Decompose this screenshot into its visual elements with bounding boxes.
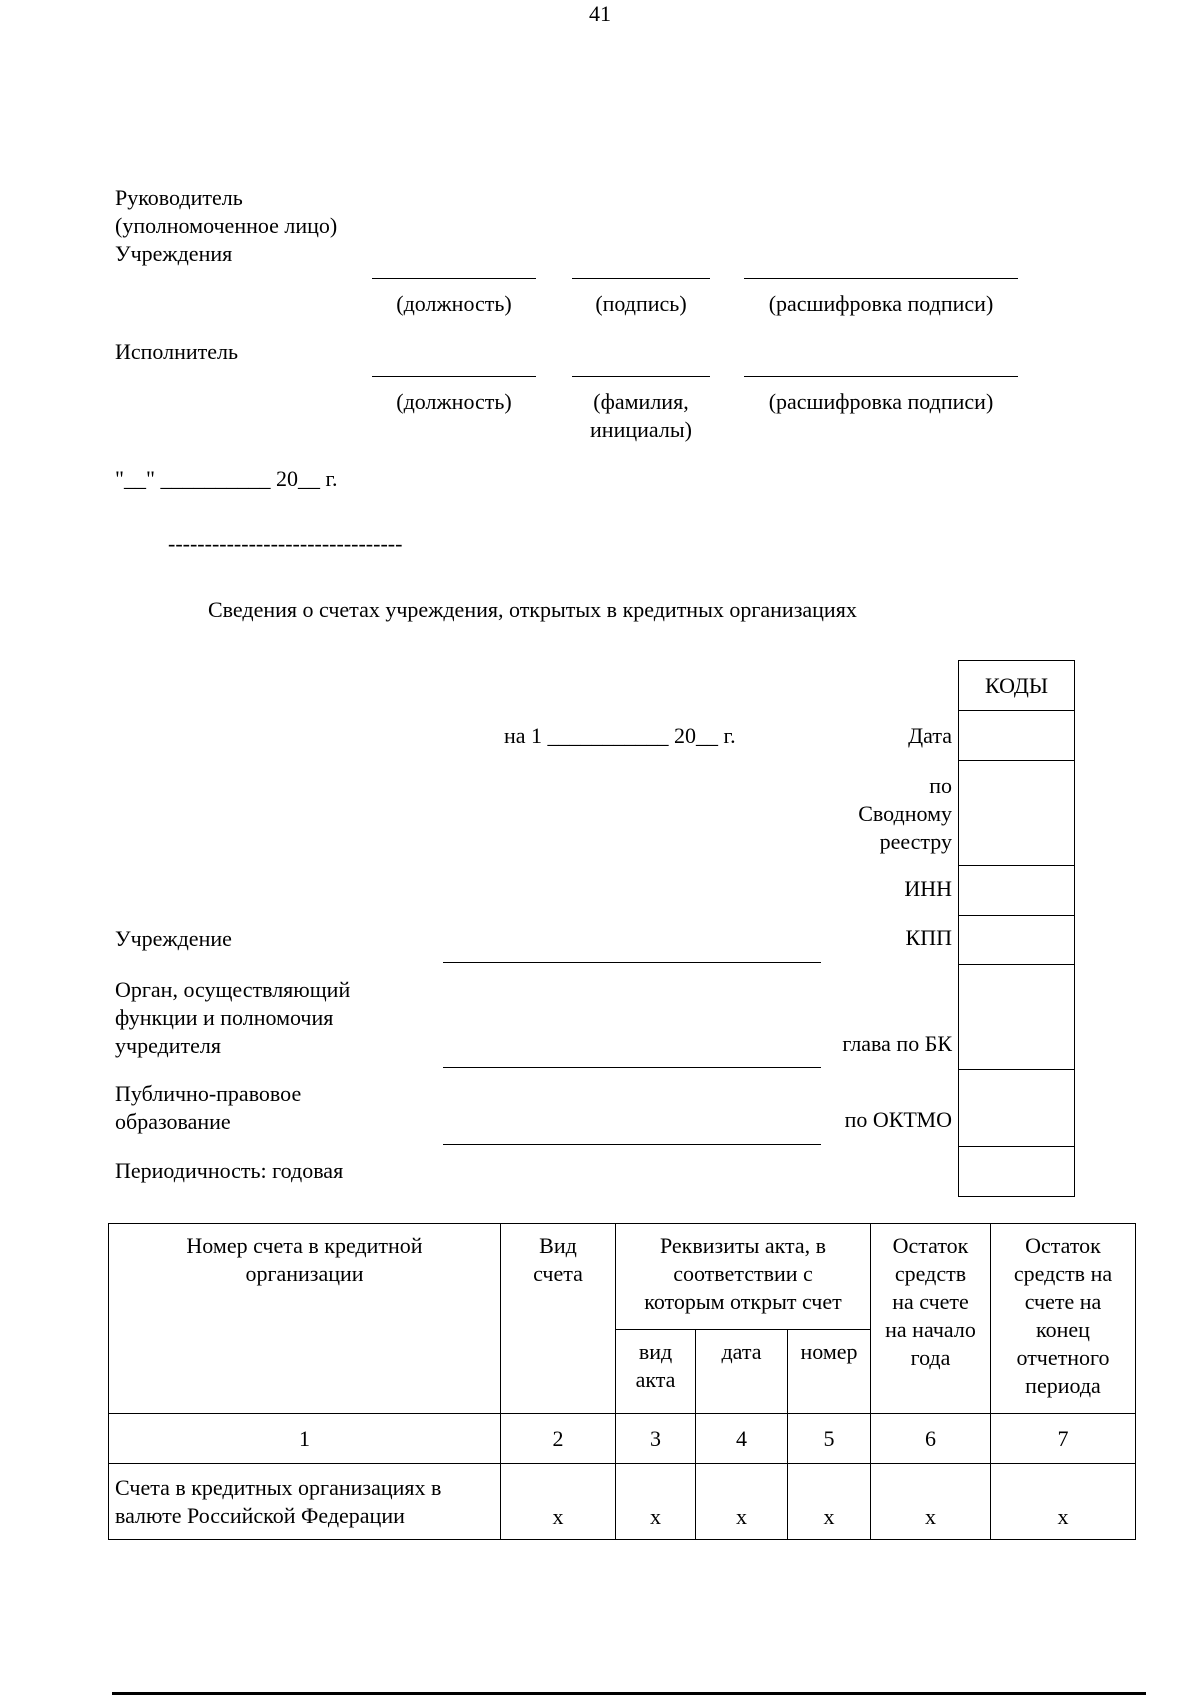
column-number: 7: [991, 1414, 1136, 1464]
code-label-oktmo: по ОКТМО: [844, 1107, 952, 1132]
head-label-line: (уполномоченное лицо): [115, 213, 338, 238]
code-label-kpp: КПП: [905, 925, 952, 950]
executor-name-caption-line: инициалы): [590, 417, 692, 442]
header-text-line: года: [910, 1345, 951, 1370]
header-text-line: соответствии с: [673, 1261, 813, 1286]
field-founder-label-line: функции и полномочия: [115, 1005, 334, 1030]
code-cell-inn[interactable]: [959, 866, 1074, 916]
column-number: 6: [871, 1414, 991, 1464]
header-text-line: на начало: [885, 1317, 976, 1342]
field-founder-label-line: учредителя: [115, 1033, 221, 1058]
table-cell[interactable]: x: [991, 1464, 1136, 1540]
header-account-type: [501, 1224, 616, 1414]
header-text-line: акта: [635, 1367, 676, 1392]
header-text-line: конец: [1036, 1317, 1090, 1342]
code-label-bk: глава по БК: [842, 1031, 952, 1056]
codes-box: [958, 660, 1075, 1197]
executor-decoding-caption: (расшифровка подписи): [768, 389, 994, 414]
header-text-line: организации: [245, 1261, 364, 1286]
head-decoding-line: [744, 278, 1018, 279]
accounts-table: [108, 1223, 1136, 1540]
header-act-number: номер: [788, 1330, 871, 1414]
header-text-line: которым открыт счет: [644, 1289, 842, 1314]
header-text-line: Вид: [539, 1233, 577, 1258]
executor-decoding-line: [744, 376, 1018, 377]
header-act-date: дата: [696, 1330, 788, 1414]
executor-label: Исполнитель: [115, 339, 239, 364]
executor-name-caption-line: (фамилия,: [593, 389, 689, 414]
header-text-line: счете на: [1024, 1289, 1102, 1314]
field-institution-label: Учреждение: [115, 926, 232, 951]
header-balance-start: [871, 1224, 991, 1414]
field-founder-line: [443, 1067, 821, 1068]
header-text-line: счета: [533, 1261, 583, 1286]
code-label-registry-line: Сводному: [858, 801, 952, 826]
head-signature-line: [572, 278, 710, 279]
form-date-line: на 1 ___________ 20__ г.: [504, 723, 736, 748]
code-cell-oktmo[interactable]: [959, 1070, 1074, 1147]
header-text-line: Остаток: [1025, 1233, 1101, 1258]
header-text-line: Номер счета в кредитной: [186, 1233, 423, 1258]
code-label-registry-line: по: [929, 773, 952, 798]
head-label: [115, 184, 337, 268]
header-act-details: [616, 1224, 871, 1330]
table-cell[interactable]: x: [871, 1464, 991, 1540]
executor-position-line: [372, 376, 536, 377]
header-account-number: [109, 1224, 501, 1414]
header-act-type: [616, 1330, 696, 1414]
header-text-line: средств: [894, 1261, 967, 1286]
code-label-registry-line: реестру: [879, 829, 952, 854]
code-label-inn: ИНН: [904, 876, 952, 901]
head-position-caption: (должность): [396, 291, 512, 316]
code-cell-bk[interactable]: [959, 965, 1074, 1070]
column-number: 3: [616, 1414, 696, 1464]
header-text-line: Реквизиты акта, в: [659, 1233, 827, 1258]
table-cell[interactable]: x: [501, 1464, 616, 1540]
table-row: [109, 1464, 1136, 1540]
field-municipality-label-line: образование: [115, 1109, 231, 1134]
code-cell-kpp[interactable]: [959, 916, 1074, 965]
executor-position-caption: (должность): [396, 389, 512, 414]
page-number: 41: [589, 1, 611, 26]
header-balance-end: [991, 1224, 1136, 1414]
header-text-line: вид: [638, 1339, 673, 1364]
header-text-line: средств на: [1013, 1261, 1113, 1286]
row-label: [109, 1464, 501, 1540]
header-text-line: на счете: [892, 1289, 969, 1314]
field-municipality-line: [443, 1144, 821, 1145]
codes-header: КОДЫ: [959, 661, 1074, 711]
footer-rule: [112, 1692, 1146, 1695]
head-label-line: Руководитель: [115, 185, 243, 210]
code-cell-registry[interactable]: [959, 761, 1074, 866]
field-founder-label-line: Орган, осуществляющий: [115, 977, 351, 1002]
head-label-line: Учреждения: [115, 241, 233, 266]
field-municipality-label-line: Публично-правовое: [115, 1081, 302, 1106]
column-number: 2: [501, 1414, 616, 1464]
head-position-line: [372, 278, 536, 279]
row-label-line: валюте Российской Федерации: [115, 1502, 405, 1528]
field-periodicity: Периодичность: годовая: [115, 1158, 344, 1183]
head-decoding-caption: (расшифровка подписи): [768, 291, 994, 316]
signing-date: "__" __________ 20__ г.: [115, 466, 338, 491]
header-text-line: отчетного: [1016, 1345, 1110, 1370]
table-cell[interactable]: x: [788, 1464, 871, 1540]
table-cell[interactable]: x: [616, 1464, 696, 1540]
header-text-line: Остаток: [892, 1233, 969, 1258]
code-cell-date[interactable]: [959, 711, 1074, 761]
field-municipality-label: [115, 1080, 301, 1136]
table-cell[interactable]: x: [696, 1464, 788, 1540]
separator: --------------------------------: [168, 531, 403, 556]
executor-name-caption: [572, 388, 710, 444]
header-text-line: периода: [1025, 1373, 1101, 1398]
code-cell-periodicity[interactable]: [959, 1147, 1074, 1197]
executor-name-line: [572, 376, 710, 377]
form-title: Сведения о счетах учреждения, открытых в кредитных организациях: [208, 597, 857, 622]
column-number: 1: [109, 1414, 501, 1464]
head-signature-caption: (подпись): [595, 291, 687, 316]
field-founder-label: [115, 976, 350, 1060]
column-number: 4: [696, 1414, 788, 1464]
code-label-registry: [800, 772, 952, 856]
field-institution-line: [443, 962, 821, 963]
code-label-date: Дата: [908, 723, 952, 748]
column-number: 5: [788, 1414, 871, 1464]
row-label-line: Счета в кредитных организациях в: [115, 1474, 442, 1500]
